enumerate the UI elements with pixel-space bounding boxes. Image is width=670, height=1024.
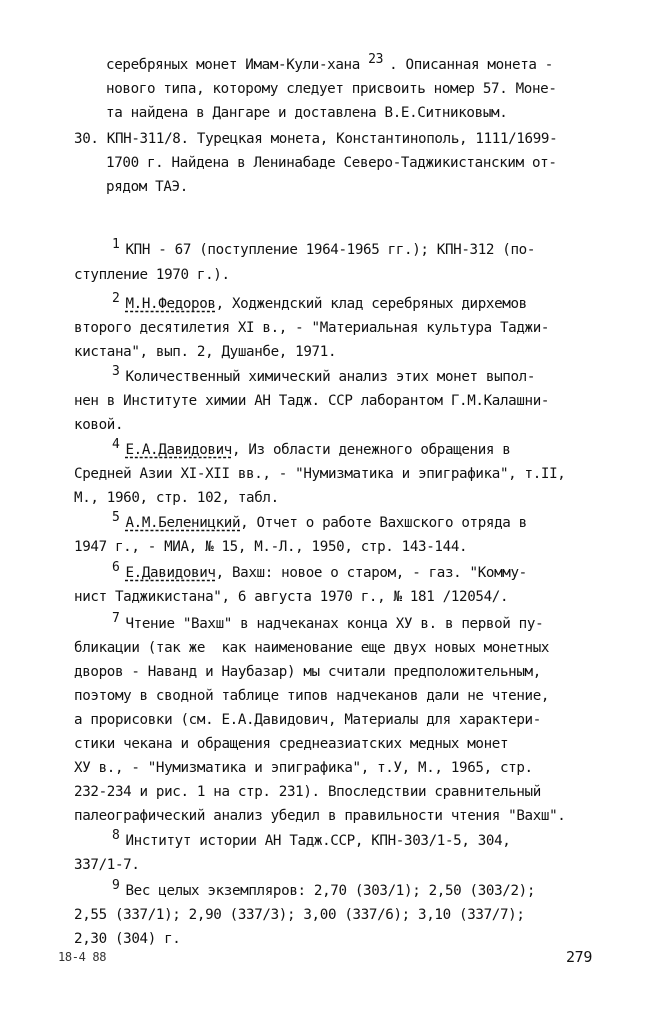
footnote-6: 6 Е.Давидович, Вахш: новое о старом, - газ. "Комму- [112,560,527,581]
footnote-8: 8 Институт истории АН Тадж.ССР, КПН-303/1-5, 304, [112,828,511,849]
text-line: 1947 г., - МИА, № 15, М.-Л., 1950, стр. 143-144. [74,539,468,555]
footnote-number: 5 [112,510,120,525]
text-line: дворов - Наванд и Наубазар) мы считали предположительным, [74,664,541,680]
text-line: 2,55 (337/1); 2,90 (337/3); 3,00 (337/6); 3,10 (337/7); [74,907,525,923]
text-line: ступление 1970 г.). [74,267,230,283]
text-line: 337/1-7. [74,857,140,873]
text-line: нист Таджикистана", 6 августа 1970 г., № 181 /12054/. [74,589,509,605]
text-line: кистана", вып. 2, Душанбе, 1971. [74,344,337,360]
author-name: Е.А.Давидович [125,442,232,458]
text-line: рядом ТАЭ. [106,179,188,195]
text-line: 1700 г. Найдена в Ленинабаде Северо-Таджикистанским от- [106,155,557,171]
text-line: палеографический анализ убедил в правильности чтения "Вахш". [74,808,566,824]
text-line: второго десятилетия XI в., - "Материальная культура Таджи- [74,320,550,336]
footnote-3: 3 Количественный химический анализ этих монет выпол- [112,364,536,385]
text-line: Средней Азии XI-XII вв., - "Нумизматика и эпиграфика", т.II, [74,466,566,482]
author-name: А.М.Беленицкий [125,515,241,531]
footnote-2: 2 М.Н.Федоров, Ходжендский клад серебряных дирхемов [112,291,527,312]
print-code: 18-4 88 [58,950,107,964]
footnote-number: 1 [112,237,120,252]
footnote-number: 4 [112,437,120,452]
text-line: стики чекана и обращения среднеазиатских медных монет [74,736,509,752]
text-line: М., 1960, стр. 102, табл. [74,490,279,506]
page-number: 279 [566,948,593,966]
footnote-number: 8 [112,828,120,843]
footnote-number: 2 [112,291,120,306]
footnote-number: 9 [112,878,120,893]
text-line: серебряных монет Имам-Кули-хана 23 . Описанная монета - [106,52,553,73]
text-line: ковой. [74,417,124,433]
footnote-5: 5 А.М.Беленицкий, Отчет о работе Вахшского отряда в [112,510,527,531]
footnote-9: 9 Вес целых экземпляров: 2,70 (303/1); 2,50 (303/2); [112,878,536,899]
text-line: бликации (так же как наименование еще двух новых монетных [74,640,550,656]
text-line: 232-234 и рис. 1 на стр. 231). Впоследствии сравнительный [74,784,541,800]
text-line: поэтому в сводной таблице типов надчеканов дали не чтение, [74,688,550,704]
footnote-4: 4 Е.А.Давидович, Из области денежного обращения в [112,437,511,458]
footnote-number: 7 [112,611,120,626]
text-line: нен в Институте химии АН Тадж. ССР лаборантом Г.М.Калашни- [74,393,550,409]
text-line: та найдена в Дангаре и доставлена В.Е.Ситниковым. [106,105,508,121]
text-line: а прорисовки (см. Е.А.Давидович, Материалы для характери- [74,712,541,728]
footnote-number: 6 [112,560,120,575]
footnote-number: 3 [112,364,120,379]
author-name: Е.Давидович [125,565,216,581]
footnote-1: 1 КПН - 67 (поступление 1964-1965 гг.); КПН-312 (по- [112,237,536,258]
text-line: 2,30 (304) г. [74,931,181,947]
text-line: нового типа, которому следует присвоить номер 57. Моне- [106,81,557,97]
footnote-7: 7 Чтение "Вахш" в надчеканах конца ХУ в. в первой пу- [112,611,544,632]
author-name: М.Н.Федоров [125,296,216,312]
text-line: 30. КПН-311/8. Турецкая монета, Константинополь, 1111/1699- [74,131,558,147]
footnote-ref: 23 [368,52,384,67]
text-line: ХУ в., - "Нумизматика и эпиграфика", т.У, М., 1965, стр. [74,760,533,776]
